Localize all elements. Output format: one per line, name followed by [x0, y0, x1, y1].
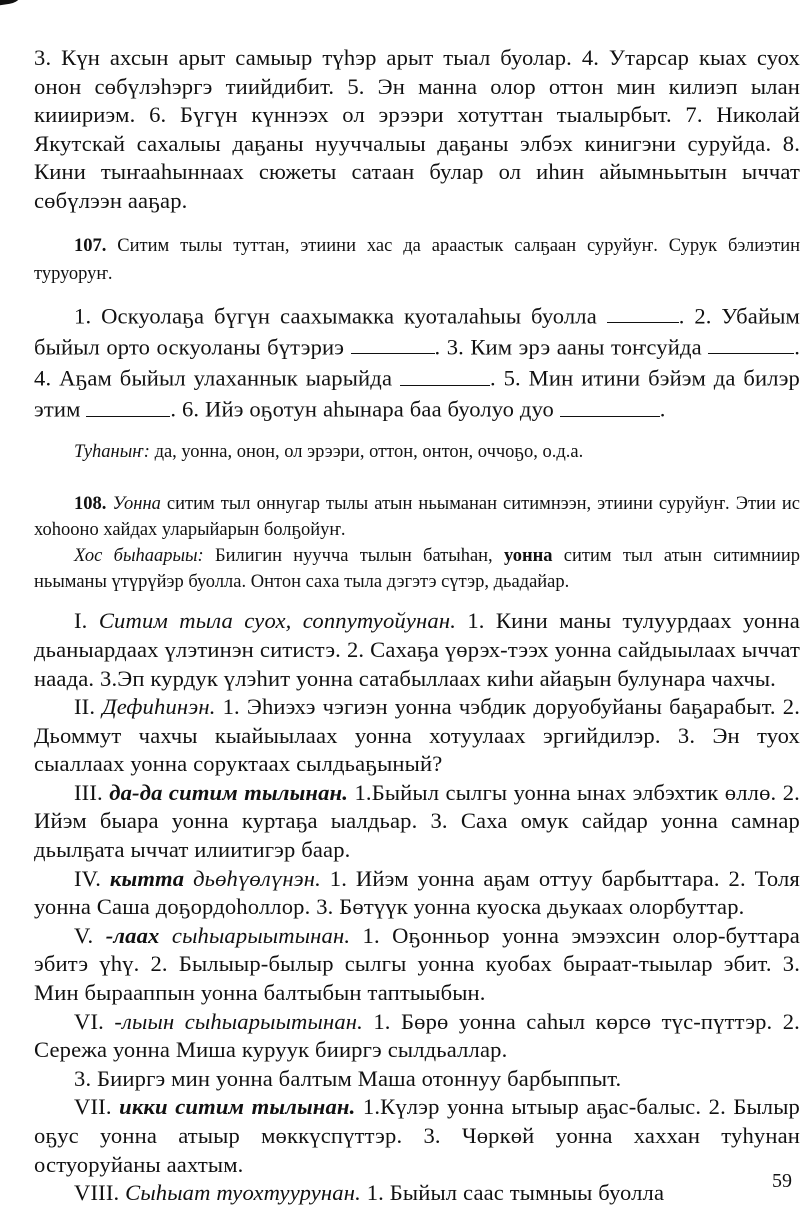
sentence-5: . 5. Мин итини бэйэм да билэр этим — [34, 365, 800, 422]
exercise-107-hint — [34, 440, 800, 465]
exercise-107-instruction — [34, 232, 800, 288]
section-6 — [34, 1008, 800, 1065]
scan-corner-mark — [0, 0, 27, 6]
section-6-continued: 3. Бииргэ мин уонна балтым Маша отоннуу барбыппыт. — [74, 1065, 622, 1091]
section-title: икки ситим тылынан. — [119, 1094, 356, 1120]
section-numeral: III. — [74, 779, 103, 805]
sentence-4: . 4. Аҕам быйыл улаханнык ыарыйда — [34, 334, 800, 391]
section-3 — [34, 779, 800, 865]
hint-label: Туһаныҥ: — [74, 442, 150, 463]
instruction-text: ситим тыл оннугар тылы атын ньыманан ситимнээн, этиини суруйуҥ. Этии ис хоһооно хайдах уларыйарын болҕойуҥ. — [34, 494, 800, 541]
exercise-108-sections — [34, 607, 800, 1207]
key-word: Уонна — [112, 494, 161, 515]
exercise-107-sentences — [34, 300, 800, 425]
section-title: -лыын сыһыарыытынан. — [114, 1008, 363, 1034]
section-text: 1. Бөрө уонна саһыл көрсө түс-пүттэр. 2. Сережа уонна Миша куруук бииргэ сылдьаллар. — [34, 1008, 800, 1063]
instruction-text: Ситим тылы туттан, этиини хас да араастык салҕаан суруйуҥ. Сурук бэлиэтин туруоруҥ. — [34, 235, 800, 284]
sentence-2: . 2. Убайым быйыл орто оскуоланы бүтэриэ — [34, 303, 800, 360]
section-numeral: V. — [74, 922, 94, 948]
section-numeral: VIII. — [74, 1180, 120, 1206]
section-numeral: II. — [74, 694, 96, 720]
section-text: 1.Быйыл сылгы уонна ынах элбэхтик өллө. 2. Ийэм быара уонна куртаҕа ыалдьар. 3. Саха омук сайдар уонна самнар дьылҕата ыччат илиитигэр баар. — [34, 779, 800, 863]
fill-in-blank-3[interactable] — [708, 331, 794, 355]
note-label: Хос быһаарыы: — [74, 546, 204, 567]
sentence-6: . 6. Ийэ оҕотун аһынара баа буолуо дуо — [170, 396, 560, 422]
section-5 — [34, 922, 800, 1008]
section-8 — [34, 1179, 800, 1208]
page-number: 59 — [772, 1170, 792, 1192]
fill-in-blank-2[interactable] — [351, 331, 435, 355]
fill-in-blank-1[interactable] — [607, 300, 679, 324]
section-title: Дефиһинэн. — [102, 694, 216, 720]
section-1 — [34, 607, 800, 693]
section-2 — [34, 693, 800, 779]
section-numeral: VII. — [74, 1094, 112, 1120]
exercise-number: 108. — [74, 494, 107, 515]
section-4 — [34, 865, 800, 922]
section-text: 1. Оҕонньор уонна эмээхсин олор-буттара эбитэ үһү. 2. Былыыр-былыр сылгы уонна куобах быраат-тыылар эбит. 3. Мин бырааппын уонна балтыбын таптыыбын. — [34, 922, 800, 1006]
fill-in-blank-6[interactable] — [560, 393, 660, 417]
section-text: 1.Күлэр уонна ытыыр аҕас-балыс. 2. Былыр оҕус уонна атыыр мөккүспүттэр. 3. Чөркөй уонна хаххан туһунан остуоруйаны аахтым. — [34, 1094, 800, 1177]
section-title: дьөһүөлүнэн. — [184, 865, 321, 891]
sentence-end: . — [659, 396, 666, 422]
textbook-page — [34, 44, 800, 1208]
sentence-3: . 3. Ким эрэ ааны тоҥсуйда — [434, 334, 709, 360]
exercise-107 — [34, 232, 800, 466]
section-numeral: VI. — [74, 1008, 104, 1034]
note-text: Билигин нуучча тылын батыһан, — [203, 546, 504, 567]
exercise-number: 107. — [74, 235, 107, 256]
section-text: 1. Быйыл саас тымныы буолла — [360, 1180, 665, 1206]
section-title: сыһыарыытынан. — [159, 922, 351, 948]
section-title-keyword: -лаах — [105, 922, 160, 948]
section-title-keyword: кытта — [109, 865, 185, 891]
section-title: Сыһыат туохтуурунан. — [125, 1180, 361, 1206]
section-numeral: I. — [74, 608, 88, 634]
section-title: Ситим тыла суох, соппутуойунан. — [98, 608, 457, 634]
note-keyword: уонна — [503, 546, 553, 567]
section-title: да-да ситим тылынан. — [109, 779, 349, 805]
fill-in-blank-4[interactable] — [400, 362, 490, 386]
exercise-108-instruction — [34, 491, 800, 543]
section-7 — [34, 1093, 800, 1179]
note-text-2: ситим тыл атын ситимниир ньыманы үтүрүйэр буолла. Онтон саха тыла дэгэтэ сүтэр, дьадайар. — [34, 546, 800, 593]
section-text: 1. Ийэм уонна аҕам оттуу барбыттара. 2. Толя уонна Саша доҕордоһоллор. 3. Бөтүүк уонна куоска дьукаах олорбуттар. — [34, 865, 800, 920]
exercise-108 — [34, 491, 800, 1207]
exercise-106-continuation: 3. Күн ахсын арыт самыыр түһэр арыт тыал буолар. 4. Утарсар кыах суох онон сөбүлэһэргэ тиийдибит. 5. Эн манна олор оттон мин килиэп ылан кииириэм. 6. Бүгүн күннээх ол эрээри хотуттан тыалырбыт. 7. Николай Якутскай сахалыы даҕаны нууччалыы даҕаны элбэх кинигэни суруйда. 8. Кини тыҥааһыннаах сюжеты сатаан булар ол иһин айымньытын ыччат сөбүлээн ааҕар. — [34, 45, 800, 213]
fill-in-blank-5[interactable] — [86, 393, 170, 417]
sentence-1: 1. Оскуолаҕа бүгүн саахымакка куоталаһыы буолла — [74, 303, 607, 329]
section-text: 1. Кини маны тулуурдаах уонна дьаныардаах үлэтинэн ситистэ. 2. Сахаҕа үөрэх-тээх уонна сайдыылаах ыччат наада. 3.Эп курдук үлэһит уонна сатабыллаах киһи айаҕын булунара чахчы. — [34, 608, 800, 691]
exercise-108-note — [34, 543, 800, 595]
hint-words: да, уонна, онон, ол эрээри, оттон, онтон, оччоҕо, о.д.а. — [149, 442, 584, 463]
section-numeral: IV. — [74, 865, 102, 891]
section-text: 1. Эһиэхэ чэгиэн уонна чэбдик доруобуйаны баҕарабыт. 2. Дьоммут чахчы кыайыылаах уонна хотуулаах эргийдилэр. 3. Эн туох сыаллаах уонна соруктаах сылдьаҕыный? — [34, 694, 800, 777]
